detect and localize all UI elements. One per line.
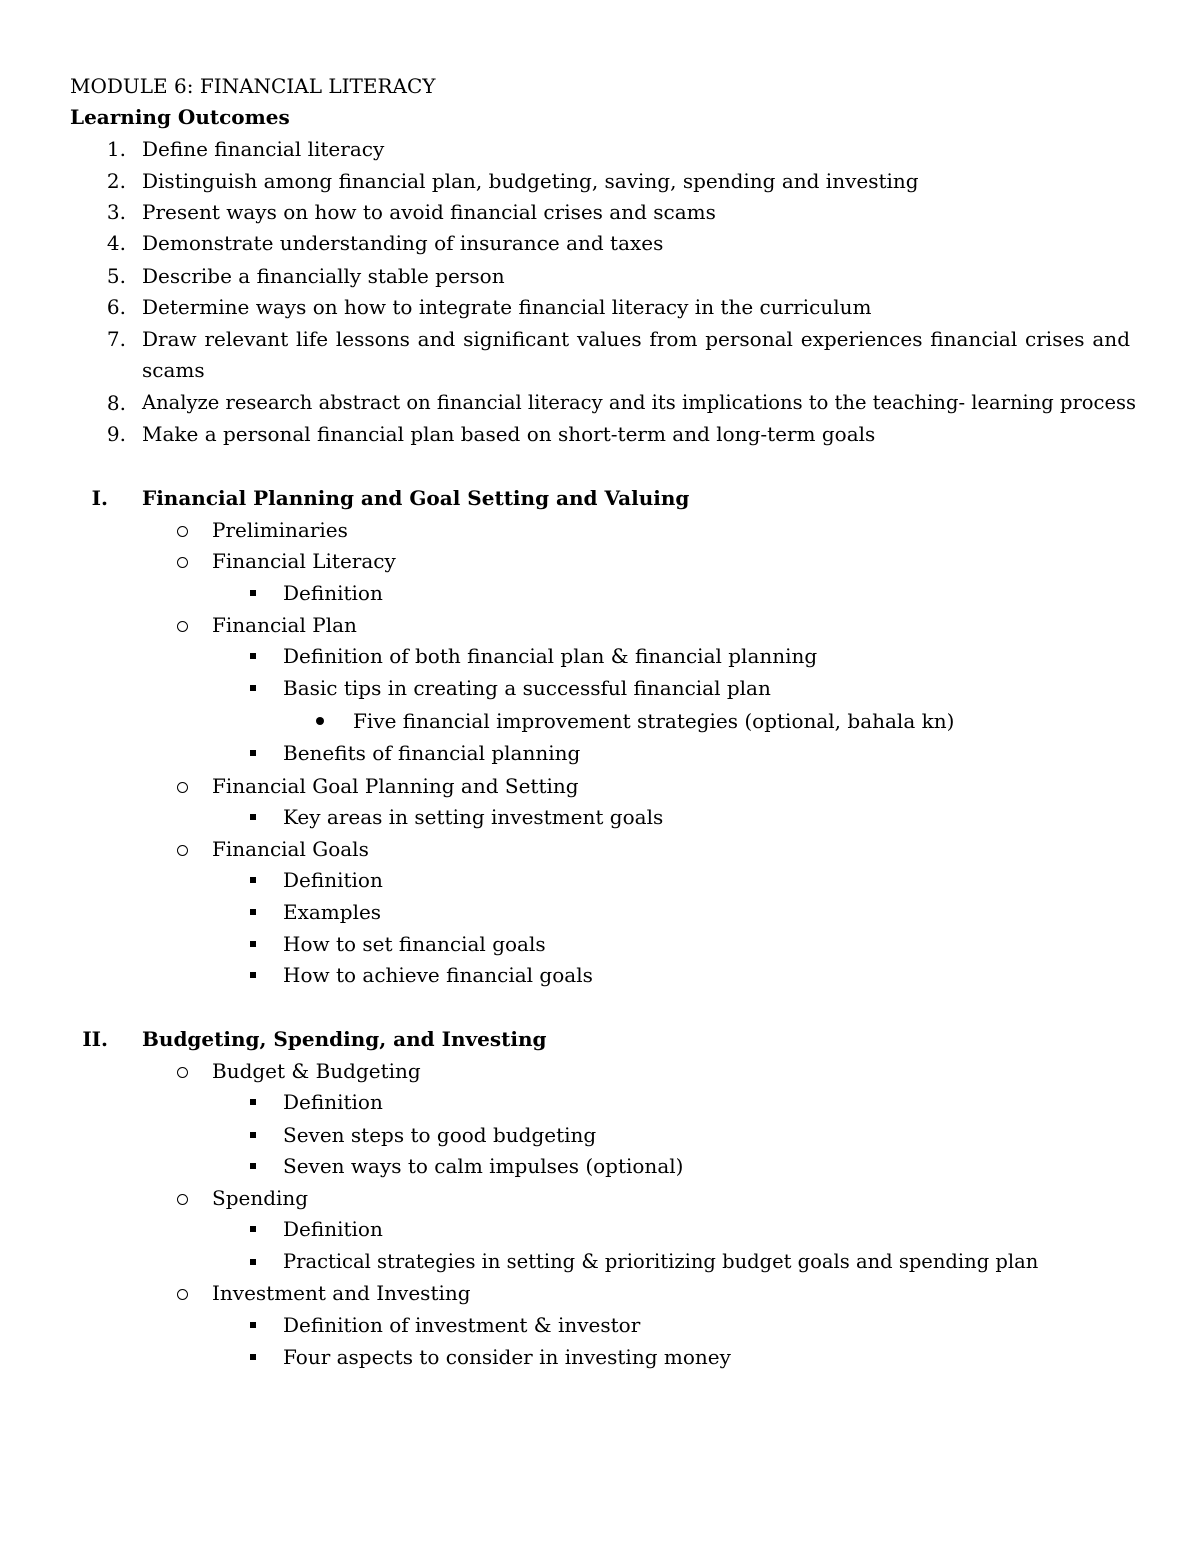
outcome-item bbox=[0, 264, 1200, 288]
hollow-circle-bullet-icon bbox=[177, 1186, 191, 1210]
outline-item bbox=[0, 1281, 1200, 1305]
outcome-text: Demonstrate understanding of insurance and taxes bbox=[142, 231, 664, 255]
square-bullet-icon bbox=[250, 909, 256, 915]
outline-item bbox=[0, 1186, 1200, 1210]
outline-subitem bbox=[0, 581, 1200, 605]
outline-subitem bbox=[0, 1090, 1200, 1114]
outline-subitem-label: Examples bbox=[283, 900, 382, 924]
outline-subitem bbox=[0, 676, 1200, 700]
square-bullet-icon bbox=[250, 590, 256, 596]
square-bullet-icon bbox=[250, 653, 256, 659]
learning-outcomes-heading: Learning Outcomes bbox=[70, 105, 290, 129]
square-bullet-icon bbox=[250, 972, 256, 978]
section-title: Financial Planning and Goal Setting and Valuing bbox=[142, 486, 690, 510]
hollow-circle-bullet-icon bbox=[177, 613, 191, 637]
outcome-text: Make a personal financial plan based on short-term and long-term goals bbox=[142, 422, 876, 446]
outline-item-label: Investment and Investing bbox=[212, 1281, 471, 1305]
filled-dot-bullet-icon bbox=[316, 717, 324, 725]
outline-subitem bbox=[0, 741, 1200, 765]
section-heading bbox=[0, 486, 1200, 510]
outline-item-label: Financial Goal Planning and Setting bbox=[212, 774, 579, 798]
outcome-item bbox=[0, 391, 1200, 415]
square-bullet-icon bbox=[250, 1163, 256, 1169]
outline-subitem-label: Definition bbox=[283, 581, 383, 605]
outline-subitem bbox=[0, 868, 1200, 892]
outline-subitem-label: Seven steps to good budgeting bbox=[283, 1123, 597, 1147]
outline-subitem-label: Four aspects to consider in investing money bbox=[283, 1345, 731, 1369]
outline-item-label: Financial Plan bbox=[212, 613, 357, 637]
outline-subitem bbox=[0, 805, 1200, 829]
outline-item bbox=[0, 774, 1200, 798]
outline-subitem bbox=[0, 1154, 1200, 1178]
outcome-text-wrap: scams bbox=[142, 358, 205, 382]
square-bullet-icon bbox=[250, 1132, 256, 1138]
outline-subitem-label: Definition bbox=[283, 1090, 383, 1114]
outline-item-label: Budget & Budgeting bbox=[212, 1059, 421, 1083]
outline-subitem-label: Definition of both financial plan & financial planning bbox=[283, 644, 818, 668]
outcome-number: 1. bbox=[106, 137, 126, 161]
outcome-number: 3. bbox=[106, 200, 126, 224]
square-bullet-icon bbox=[250, 877, 256, 883]
outline-subitem-label: Definition of investment & investor bbox=[283, 1313, 641, 1337]
outline-subitem bbox=[0, 900, 1200, 924]
outcome-item bbox=[0, 422, 1200, 446]
section-title: Budgeting, Spending, and Investing bbox=[142, 1027, 547, 1051]
square-bullet-icon bbox=[250, 685, 256, 691]
outline-item-label: Financial Goals bbox=[212, 837, 369, 861]
outcome-number: 5. bbox=[106, 264, 126, 288]
outline-subitem bbox=[0, 1313, 1200, 1337]
outline-item bbox=[0, 518, 1200, 542]
hollow-circle-bullet-icon bbox=[177, 774, 191, 798]
outcome-number: 9. bbox=[106, 422, 126, 446]
section-numeral: II. bbox=[82, 1027, 108, 1051]
square-bullet-icon bbox=[250, 1226, 256, 1232]
outline-subitem bbox=[0, 1123, 1200, 1147]
outline-item bbox=[0, 613, 1200, 637]
square-bullet-icon bbox=[250, 1259, 256, 1265]
outline-subitem-label: Basic tips in creating a successful financial plan bbox=[283, 676, 771, 700]
outcome-number: 7. bbox=[106, 327, 126, 351]
outcome-text: Determine ways on how to integrate financial literacy in the curriculum bbox=[142, 295, 872, 319]
outline-item-label: Spending bbox=[212, 1186, 309, 1210]
outline-item bbox=[0, 1059, 1200, 1083]
outcome-text: Distinguish among financial plan, budgeting, saving, spending and investing bbox=[142, 169, 919, 193]
outline-item bbox=[0, 837, 1200, 861]
outcome-text: Draw relevant life lessons and significant values from personal experiences financial crises and bbox=[142, 327, 1130, 351]
section-heading bbox=[0, 1027, 1200, 1051]
outcome-item bbox=[0, 200, 1200, 224]
outline-subitem-label: Benefits of financial planning bbox=[283, 741, 581, 765]
outline-item-label: Preliminaries bbox=[212, 518, 348, 542]
outcome-item bbox=[0, 327, 1200, 351]
square-bullet-icon bbox=[250, 1354, 256, 1360]
outcome-item bbox=[0, 169, 1200, 193]
outcome-number: 8. bbox=[106, 391, 126, 415]
outline-subitem bbox=[0, 644, 1200, 668]
outcome-text: Present ways on how to avoid financial crises and scams bbox=[142, 200, 716, 224]
outcome-item bbox=[0, 231, 1200, 255]
outline-subitem-label: Practical strategies in setting & prioritizing budget goals and spending plan bbox=[283, 1250, 1039, 1273]
section-numeral: I. bbox=[91, 486, 108, 510]
outline-item bbox=[0, 549, 1200, 573]
outline-subitem bbox=[0, 932, 1200, 956]
outline-subsubitem-label: Five financial improvement strategies (optional, bahala kn) bbox=[353, 709, 955, 733]
outline-subitem-label: How to set financial goals bbox=[283, 932, 546, 956]
outline-subitem bbox=[0, 1217, 1200, 1241]
hollow-circle-bullet-icon bbox=[177, 837, 191, 861]
square-bullet-icon bbox=[250, 814, 256, 820]
square-bullet-icon bbox=[250, 1099, 256, 1105]
outline-subitem bbox=[0, 963, 1200, 987]
outcome-number: 2. bbox=[106, 169, 126, 193]
outline-subitem-label: Definition bbox=[283, 1217, 383, 1241]
outline-subitem-label: How to achieve financial goals bbox=[283, 963, 593, 987]
square-bullet-icon bbox=[250, 1322, 256, 1328]
hollow-circle-bullet-icon bbox=[177, 1281, 191, 1305]
outline-subitem bbox=[0, 1345, 1200, 1369]
outline-subsubitem bbox=[0, 709, 1200, 733]
outline-subitem bbox=[0, 1250, 1200, 1274]
square-bullet-icon bbox=[250, 941, 256, 947]
square-bullet-icon bbox=[250, 750, 256, 756]
outcome-text: Describe a financially stable person bbox=[142, 264, 505, 288]
outcome-text: Analyze research abstract on financial literacy and its implications to the teaching- learning process bbox=[142, 391, 1137, 414]
module-title: MODULE 6: FINANCIAL LITERACY bbox=[70, 74, 436, 98]
outline-subitem-label: Key areas in setting investment goals bbox=[283, 805, 664, 829]
outcome-text: Define financial literacy bbox=[142, 137, 385, 161]
outcome-number: 4. bbox=[106, 231, 126, 255]
hollow-circle-bullet-icon bbox=[177, 1059, 191, 1083]
outline-subitem-label: Definition bbox=[283, 868, 383, 892]
outcome-number: 6. bbox=[106, 295, 126, 319]
outcome-item bbox=[0, 137, 1200, 161]
outline-item-label: Financial Literacy bbox=[212, 549, 396, 573]
hollow-circle-bullet-icon bbox=[177, 549, 191, 573]
outcome-item bbox=[0, 295, 1200, 319]
hollow-circle-bullet-icon bbox=[177, 518, 191, 542]
outline-subitem-label: Seven ways to calm impulses (optional) bbox=[283, 1154, 684, 1178]
outcome-text-continued bbox=[0, 358, 1200, 382]
